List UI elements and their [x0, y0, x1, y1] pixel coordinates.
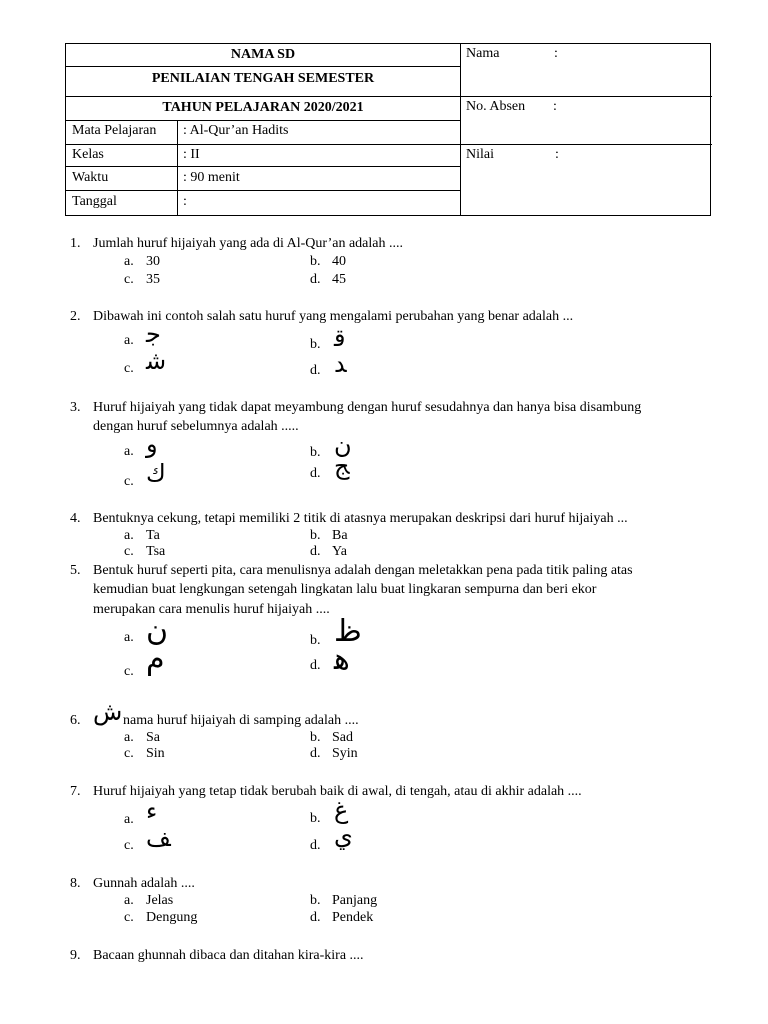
class-label: Kelas	[72, 147, 104, 162]
table-divider	[177, 120, 178, 216]
question-number: 5.	[70, 563, 81, 578]
option-b-glyph[interactable]: ﻗ	[334, 324, 346, 352]
score-label: Nilai	[466, 147, 494, 162]
question-text: merupakan cara menulis huruf hijaiyah ....	[93, 602, 330, 617]
option-c-glyph[interactable]: ك	[146, 459, 166, 487]
option-a-glyph[interactable]: ن	[146, 613, 169, 648]
option-d-glyph[interactable]: ي	[334, 822, 353, 850]
table-rule	[66, 144, 460, 145]
option-a[interactable]: a. 30	[124, 254, 160, 269]
question-text: dengan huruf sebelumnya adalah .....	[93, 419, 299, 434]
subject-label: Mata Pelajaran	[72, 123, 157, 138]
option-c[interactable]: c. Sin	[124, 746, 165, 761]
option-a-label[interactable]: a.	[124, 630, 134, 645]
option-c-glyph[interactable]: ﺷ	[146, 347, 167, 375]
option-b-label[interactable]: b.	[310, 633, 321, 648]
absen-label: No. Absen	[466, 99, 526, 114]
question-text: Dibawah ini contoh salah satu huruf yang mengalami perubahan yang benar adalah ...	[93, 309, 574, 324]
option-b-glyph[interactable]: غ	[334, 796, 349, 824]
question-text: Jumlah huruf hijaiyah yang ada di Al-Qur’an adalah ....	[93, 236, 403, 251]
option-c[interactable]: c. Dengung	[124, 910, 198, 925]
option-a[interactable]: a. Sa	[124, 730, 160, 745]
question-number: 8.	[70, 876, 81, 891]
question-number: 7.	[70, 784, 81, 799]
question-number: 6.	[70, 713, 81, 728]
option-d[interactable]: d. Syin	[310, 746, 358, 761]
option-c-glyph[interactable]: ﻒ	[146, 824, 171, 852]
school-year: TAHUN PELAJARAN 2020/2021	[162, 100, 364, 115]
question-number: 4.	[70, 511, 81, 526]
date-value: :	[183, 194, 187, 209]
question-number: 1.	[70, 236, 81, 251]
question-6-text: nama huruf hijaiyah di samping adalah ....	[123, 713, 359, 728]
table-rule	[460, 96, 712, 97]
question-number: 9.	[70, 948, 81, 963]
table-divider	[460, 44, 461, 216]
table-rule	[66, 120, 460, 121]
table-rule	[66, 166, 460, 167]
option-c-glyph[interactable]: م	[146, 642, 165, 677]
option-a-label[interactable]: a.	[124, 812, 134, 827]
option-d-glyph[interactable]: ﺞ	[334, 452, 350, 480]
question-text: Huruf hijaiyah yang tidak dapat meyambung dengan huruf sesudahnya dan hanya bisa disambung	[93, 400, 642, 415]
option-a[interactable]: a. Ta	[124, 528, 160, 543]
option-b-label[interactable]: b.	[310, 445, 321, 460]
table-rule	[66, 96, 460, 97]
option-c-label[interactable]: c.	[124, 664, 134, 679]
table-rule	[66, 66, 460, 67]
option-b[interactable]: b. Panjang	[310, 893, 378, 908]
question-text: Bentuk huruf seperti pita, cara menulisnya adalah dengan meletakkan pena pada titik paling atas	[93, 563, 633, 578]
name-label: Nama	[466, 46, 500, 61]
option-d-glyph[interactable]: ﻫ	[334, 642, 350, 677]
option-b-glyph[interactable]: ظ	[334, 614, 362, 649]
option-b[interactable]: b. Ba	[310, 528, 348, 543]
option-c-label[interactable]: c.	[124, 361, 134, 376]
option-a-glyph[interactable]: و	[146, 430, 158, 458]
question-glyph: ش	[93, 698, 123, 726]
option-a[interactable]: a. Jelas	[124, 893, 174, 908]
option-c-label[interactable]: c.	[124, 474, 134, 489]
time-value: : 90 menit	[183, 170, 240, 185]
question-number: 3.	[70, 400, 81, 415]
option-c-label[interactable]: c.	[124, 838, 134, 853]
option-b[interactable]: b. Sad	[310, 730, 353, 745]
option-a-glyph[interactable]: ﺟ	[146, 320, 161, 348]
question-text: Bacaan ghunnah dibaca dan ditahan kira-kira ....	[93, 948, 364, 963]
option-a-label[interactable]: a.	[124, 333, 134, 348]
name-colon: :	[554, 46, 558, 61]
option-c[interactable]: c. Tsa	[124, 544, 166, 559]
exam-title: PENILAIAN TENGAH SEMESTER	[151, 71, 375, 86]
date-label: Tanggal	[72, 194, 117, 209]
question-text: Bentuknya cekung, tetapi memiliki 2 titik di atasnya merupakan deskripsi dari huruf hijaiyah ...	[93, 511, 628, 526]
score-colon: :	[555, 147, 559, 162]
option-b[interactable]: b. 40	[310, 254, 346, 269]
option-d-label[interactable]: d.	[310, 466, 321, 481]
table-rule	[460, 144, 712, 145]
option-b-label[interactable]: b.	[310, 811, 321, 826]
class-value: : II	[183, 147, 200, 162]
question-text: Gunnah adalah ....	[93, 876, 195, 891]
time-label: Waktu	[72, 170, 109, 185]
option-d-label[interactable]: d.	[310, 363, 321, 378]
school-name: NAMA SD	[230, 47, 296, 62]
table-rule	[66, 190, 460, 191]
option-d-label[interactable]: d.	[310, 658, 321, 673]
option-d-glyph[interactable]: ﺪ	[334, 350, 347, 378]
option-d[interactable]: d. Ya	[310, 544, 347, 559]
question-text: Huruf hijaiyah yang tetap tidak berubah baik di awal, di tengah, atau di akhir adalah ....	[93, 784, 582, 799]
question-text: kemudian buat lengkungan setengah lingkatan lalu buat lingkaran sempurna dan beri ekor	[93, 582, 597, 597]
absen-colon: :	[553, 99, 557, 114]
option-d-label[interactable]: d.	[310, 838, 321, 853]
question-number: 2.	[70, 309, 81, 324]
option-a-label[interactable]: a.	[124, 444, 134, 459]
option-d[interactable]: d. Pendek	[310, 910, 374, 925]
option-d[interactable]: d. 45	[310, 272, 346, 287]
option-b-glyph[interactable]: ن	[334, 431, 352, 459]
option-b-label[interactable]: b.	[310, 337, 321, 352]
option-a-glyph[interactable]: ء	[146, 797, 158, 825]
subject-value: : Al-Qur’an Hadits	[183, 123, 289, 138]
option-c[interactable]: c. 35	[124, 272, 160, 287]
header-table	[65, 43, 711, 216]
